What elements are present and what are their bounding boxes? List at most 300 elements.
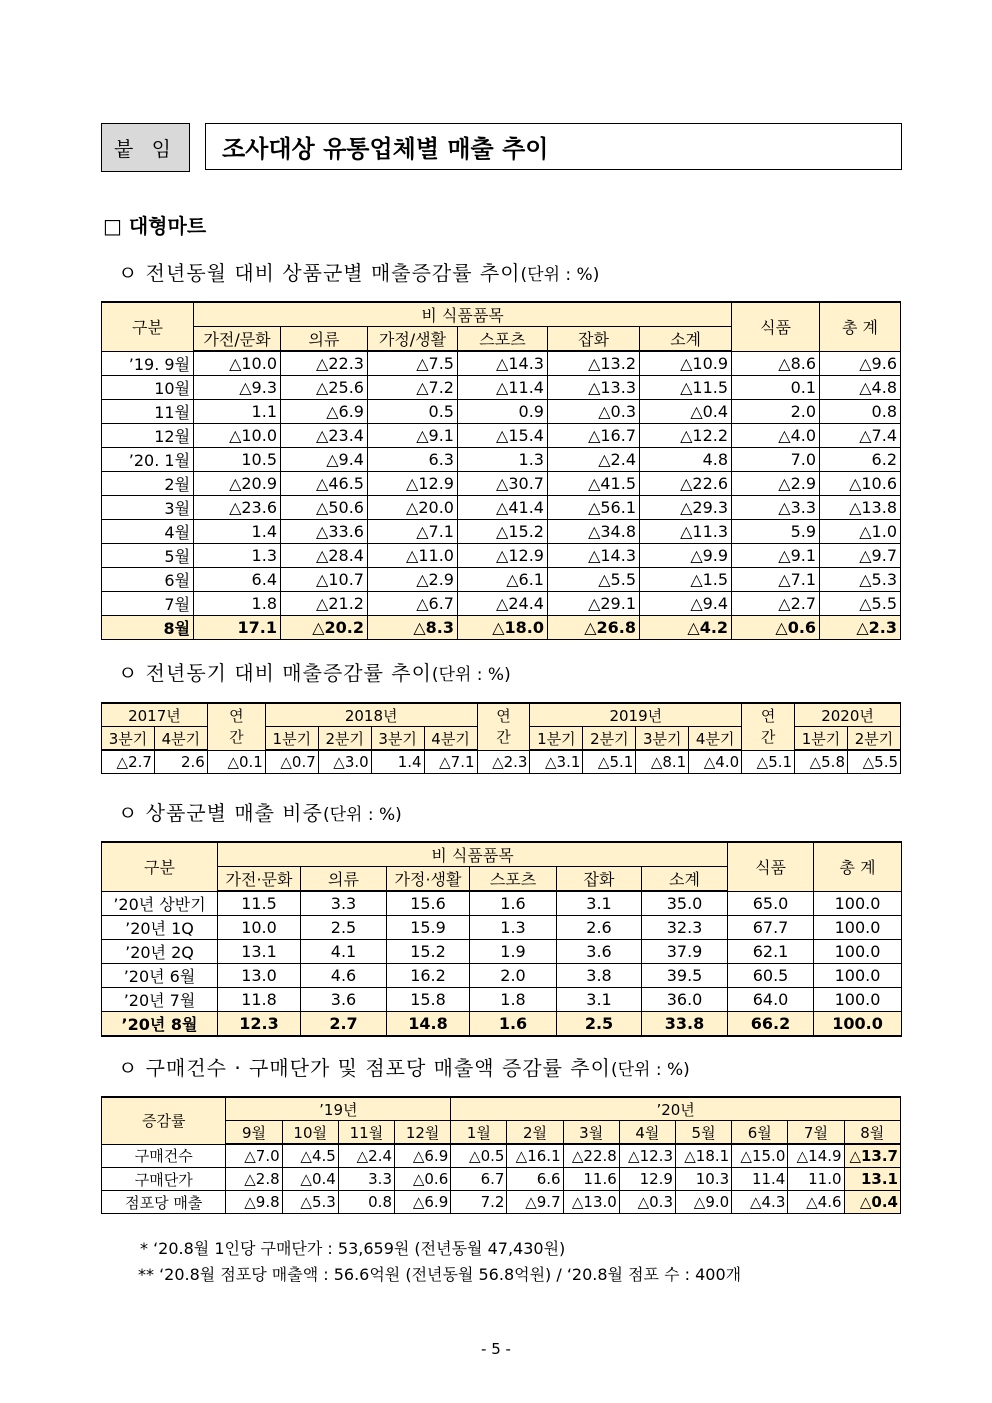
quarter-header: 1분기 — [530, 727, 583, 751]
month-header: 3월 — [563, 1121, 619, 1145]
value-cell: △13.0 — [563, 1191, 619, 1214]
col-header: 잡화 — [557, 867, 642, 892]
value-cell: 3.3 — [338, 1168, 394, 1191]
value-cell: △4.6 — [788, 1191, 844, 1214]
value-cell: △11.5 — [640, 375, 732, 399]
document-header — [101, 123, 904, 172]
value-cell: △30.7 — [457, 471, 547, 495]
value-cell: △3.0 — [318, 750, 371, 774]
value-cell: △5.3 — [282, 1191, 338, 1214]
section-title: □ 대형마트 — [103, 214, 207, 238]
value-cell: 12.3 — [218, 1011, 301, 1036]
year-2020: ’20년 — [451, 1097, 901, 1121]
table-row — [102, 519, 901, 543]
value-cell: 1.6 — [470, 1011, 557, 1036]
value-cell: 3.6 — [557, 939, 642, 963]
value-cell: 67.7 — [728, 915, 814, 939]
value-cell: 6.3 — [367, 447, 457, 471]
value-cell: △9.1 — [367, 423, 457, 447]
value-cell: △5.5 — [547, 567, 639, 591]
col-header: 소계 — [640, 327, 732, 352]
quarterly-growth-table — [101, 702, 901, 774]
value-cell: 7.0 — [732, 447, 820, 471]
month-header: 12월 — [395, 1121, 451, 1145]
value-cell: 36.0 — [642, 987, 728, 1011]
attachment-label: 붙 임 — [101, 123, 190, 172]
value-cell: 32.3 — [642, 915, 728, 939]
value-cell: △12.2 — [640, 423, 732, 447]
value-cell: 100.0 — [814, 891, 902, 915]
row-label: 6월 — [102, 567, 194, 591]
value-cell: △10.0 — [194, 351, 281, 375]
page-number: - 5 - — [481, 1340, 511, 1358]
annual-2019 — [742, 703, 795, 750]
col-header: 의류 — [281, 327, 368, 352]
value-cell: 10.0 — [218, 915, 301, 939]
row-label: 4월 — [102, 519, 194, 543]
value-cell: △2.9 — [732, 471, 820, 495]
annual-label-top: 연 — [229, 706, 244, 725]
month-header: 9월 — [226, 1121, 282, 1145]
subtitle-text: ㅇ 전년동기 대비 매출증감률 추이 — [118, 661, 432, 685]
col-header-gubun: 구분 — [102, 302, 194, 351]
value-cell: △7.1 — [732, 567, 820, 591]
table-row — [102, 375, 901, 399]
value-cell: 0.1 — [732, 375, 820, 399]
value-cell: 60.5 — [728, 963, 814, 987]
value-cell: △0.3 — [619, 1191, 675, 1214]
value-cell: △24.4 — [457, 591, 547, 615]
row-label: ’20년 1Q — [102, 915, 218, 939]
annual-2017 — [207, 703, 265, 750]
value-cell: 7.2 — [451, 1191, 507, 1214]
value-cell: △46.5 — [281, 471, 368, 495]
row-label: ’20년 6월 — [102, 963, 218, 987]
value-cell: △25.6 — [281, 375, 368, 399]
value-cell: △0.5 — [451, 1144, 507, 1168]
col-header-food: 식품 — [732, 302, 820, 351]
value-cell: △28.4 — [281, 543, 368, 567]
month-header: 1월 — [451, 1121, 507, 1145]
value-cell: △26.8 — [547, 615, 639, 639]
quarter-header: 2분기 — [847, 727, 900, 751]
table-row — [102, 987, 902, 1011]
value-cell: 3.1 — [557, 987, 642, 1011]
annual-label-top: 연 — [760, 706, 776, 725]
header-row — [102, 842, 902, 867]
value-cell: △7.5 — [367, 351, 457, 375]
table-row — [102, 915, 902, 939]
annual-label-bottom: 간 — [496, 727, 511, 746]
value-cell: △7.2 — [367, 375, 457, 399]
table-row — [102, 591, 901, 615]
value-cell: 1.4 — [194, 519, 281, 543]
value-cell: 15.2 — [387, 939, 470, 963]
row-label: 구매단가 — [102, 1168, 226, 1191]
value-cell: 4.6 — [301, 963, 387, 987]
row-label: 5월 — [102, 543, 194, 567]
unit-label: (단위 : %) — [322, 805, 402, 825]
unit-label: (단위 : %) — [431, 665, 511, 685]
quarter-header: 4분기 — [424, 727, 477, 751]
subtitle-monthly — [118, 257, 599, 286]
value-cell: △0.4 — [844, 1191, 900, 1214]
value-cell: △9.6 — [820, 351, 901, 375]
value-cell: 13.1 — [218, 939, 301, 963]
row-label: 2월 — [102, 471, 194, 495]
value-cell: △5.5 — [847, 750, 900, 774]
value-cell: △20.0 — [367, 495, 457, 519]
value-cell: 6.6 — [507, 1168, 563, 1191]
table-row — [102, 423, 901, 447]
value-cell: △29.3 — [640, 495, 732, 519]
row-label: 11월 — [102, 399, 194, 423]
row-label: ’20년 7월 — [102, 987, 218, 1011]
col-header: 의류 — [301, 867, 387, 892]
value-cell: △7.1 — [424, 750, 477, 774]
value-cell: △4.5 — [282, 1144, 338, 1168]
value-cell: 1.1 — [194, 399, 281, 423]
value-cell: △9.7 — [820, 543, 901, 567]
value-cell: △9.8 — [226, 1191, 282, 1214]
year-2020: 2020년 — [795, 703, 901, 727]
value-cell: △5.5 — [820, 591, 901, 615]
value-cell: 2.0 — [732, 399, 820, 423]
value-cell: △4.3 — [732, 1191, 788, 1214]
value-cell: △6.1 — [457, 567, 547, 591]
value-cell: △8.6 — [732, 351, 820, 375]
value-cell: 12.9 — [619, 1168, 675, 1191]
value-cell: 0.9 — [457, 399, 547, 423]
col-header-total: 총 계 — [814, 842, 902, 891]
value-cell: 3.8 — [557, 963, 642, 987]
table-row — [102, 750, 901, 774]
annual-label-bottom: 간 — [760, 727, 776, 746]
col-header: 가정/생활 — [367, 327, 457, 352]
value-cell: △15.4 — [457, 423, 547, 447]
value-cell: △3.1 — [530, 750, 583, 774]
value-cell: 0.8 — [820, 399, 901, 423]
value-cell: 11.4 — [732, 1168, 788, 1191]
col-header-nonfood: 비 식품품목 — [194, 302, 732, 327]
value-cell: △12.9 — [457, 543, 547, 567]
value-cell: 100.0 — [814, 1011, 902, 1036]
value-cell: △56.1 — [547, 495, 639, 519]
value-cell: 37.9 — [642, 939, 728, 963]
value-cell: △1.5 — [640, 567, 732, 591]
month-header: 11월 — [338, 1121, 394, 1145]
table-row — [102, 543, 901, 567]
subtitle-purchase — [118, 1052, 690, 1081]
unit-label: (단위 : %) — [520, 265, 600, 285]
value-cell: △34.8 — [547, 519, 639, 543]
value-cell: 1.8 — [194, 591, 281, 615]
month-header: 6월 — [732, 1121, 788, 1145]
value-cell: △18.0 — [457, 615, 547, 639]
value-cell: △13.8 — [820, 495, 901, 519]
value-cell: △14.9 — [788, 1144, 844, 1168]
col-header: 가전·문화 — [218, 867, 301, 892]
subtitle-text: ㅇ 구매건수 · 구매단가 및 점포당 매출액 증감률 추이 — [118, 1056, 611, 1080]
value-cell: △2.4 — [338, 1144, 394, 1168]
value-cell: 13.0 — [218, 963, 301, 987]
value-cell: △50.6 — [281, 495, 368, 519]
value-cell: △0.4 — [282, 1168, 338, 1191]
value-cell: 3.3 — [301, 891, 387, 915]
month-header: 2월 — [507, 1121, 563, 1145]
value-cell: 16.2 — [387, 963, 470, 987]
value-cell: △0.7 — [265, 750, 318, 774]
value-cell: 1.6 — [470, 891, 557, 915]
value-cell: △14.3 — [547, 543, 639, 567]
row-label: 7월 — [102, 591, 194, 615]
value-cell: △7.4 — [820, 423, 901, 447]
value-cell: △6.9 — [395, 1144, 451, 1168]
row-label: 12월 — [102, 423, 194, 447]
table-row — [102, 1168, 901, 1191]
value-cell: 35.0 — [642, 891, 728, 915]
row-label: 3월 — [102, 495, 194, 519]
table-row — [102, 495, 901, 519]
value-cell: 11.8 — [218, 987, 301, 1011]
quarter-header: 1분기 — [265, 727, 318, 751]
value-cell: △10.9 — [640, 351, 732, 375]
value-cell: △20.2 — [281, 615, 368, 639]
value-cell: 1.9 — [470, 939, 557, 963]
value-cell: △15.0 — [732, 1144, 788, 1168]
value-cell: 1.3 — [194, 543, 281, 567]
document-title: 조사대상 유통업체별 매출 추이 — [205, 123, 902, 170]
value-cell: △15.2 — [457, 519, 547, 543]
value-cell: △6.9 — [395, 1191, 451, 1214]
value-cell: 1.4 — [371, 750, 424, 774]
value-cell: 1.3 — [470, 915, 557, 939]
value-cell: △9.4 — [281, 447, 368, 471]
row-label: ’20년 8월 — [102, 1011, 218, 1036]
unit-label: (단위 : %) — [610, 1060, 690, 1080]
table-row — [102, 471, 901, 495]
value-cell: △22.6 — [640, 471, 732, 495]
table-row — [102, 615, 901, 639]
quarter-header: 2분기 — [318, 727, 371, 751]
row-label: ’19. 9월 — [102, 351, 194, 375]
value-cell: 39.5 — [642, 963, 728, 987]
value-cell: △11.3 — [640, 519, 732, 543]
value-cell: 2.0 — [470, 963, 557, 987]
value-cell: 0.8 — [338, 1191, 394, 1214]
header-row — [102, 703, 901, 727]
value-cell: △9.7 — [507, 1191, 563, 1214]
value-cell: △9.3 — [194, 375, 281, 399]
value-cell: △16.1 — [507, 1144, 563, 1168]
value-cell: △3.3 — [732, 495, 820, 519]
value-cell: 64.0 — [728, 987, 814, 1011]
table-row — [102, 1144, 901, 1168]
value-cell: △0.3 — [547, 399, 639, 423]
row-label: ’20. 1월 — [102, 447, 194, 471]
subtitle-share — [118, 797, 402, 826]
value-cell: △9.1 — [732, 543, 820, 567]
monthly-growth-table — [101, 301, 901, 640]
annual-label-bottom: 간 — [229, 727, 244, 746]
month-header: 5월 — [675, 1121, 731, 1145]
value-cell: 2.5 — [301, 915, 387, 939]
value-cell: △5.1 — [583, 750, 636, 774]
quarter-header: 3분기 — [371, 727, 424, 751]
value-cell: △4.8 — [820, 375, 901, 399]
year-2017: 2017년 — [102, 703, 208, 727]
value-cell: △9.9 — [640, 543, 732, 567]
value-cell: △7.0 — [226, 1144, 282, 1168]
value-cell: △9.4 — [640, 591, 732, 615]
value-cell: 13.1 — [844, 1168, 900, 1191]
quarter-header: 4분기 — [689, 727, 742, 751]
value-cell: △8.1 — [636, 750, 689, 774]
value-cell: 100.0 — [814, 915, 902, 939]
value-cell: 66.2 — [728, 1011, 814, 1036]
value-cell: △22.3 — [281, 351, 368, 375]
value-cell: △12.9 — [367, 471, 457, 495]
col-header: 스포츠 — [457, 327, 547, 352]
value-cell: 17.1 — [194, 615, 281, 639]
col-header-food: 식품 — [728, 842, 814, 891]
year-2019: 2019년 — [530, 703, 742, 727]
col-header: 스포츠 — [470, 867, 557, 892]
col-header: 소계 — [642, 867, 728, 892]
value-cell: 6.7 — [451, 1168, 507, 1191]
value-cell: △13.2 — [547, 351, 639, 375]
value-cell: 11.5 — [218, 891, 301, 915]
value-cell: 6.4 — [194, 567, 281, 591]
value-cell: △2.4 — [547, 447, 639, 471]
header-row — [102, 1097, 901, 1121]
value-cell: 11.6 — [563, 1168, 619, 1191]
value-cell: △8.3 — [367, 615, 457, 639]
value-cell: 2.6 — [154, 750, 207, 774]
value-cell: 1.3 — [457, 447, 547, 471]
value-cell: 15.6 — [387, 891, 470, 915]
value-cell: 6.2 — [820, 447, 901, 471]
value-cell: △10.0 — [194, 423, 281, 447]
value-cell: △5.3 — [820, 567, 901, 591]
value-cell: 4.1 — [301, 939, 387, 963]
sales-share-table — [101, 841, 902, 1037]
table-row — [102, 447, 901, 471]
value-cell: △41.5 — [547, 471, 639, 495]
value-cell: 10.3 — [675, 1168, 731, 1191]
value-cell: 100.0 — [814, 963, 902, 987]
value-cell: △4.0 — [689, 750, 742, 774]
value-cell: △13.7 — [844, 1144, 900, 1168]
value-cell: △20.9 — [194, 471, 281, 495]
value-cell: △2.7 — [102, 750, 155, 774]
value-cell: △22.8 — [563, 1144, 619, 1168]
value-cell: △0.6 — [732, 615, 820, 639]
col-header-label: 증감률 — [102, 1097, 226, 1144]
value-cell: △0.1 — [207, 750, 265, 774]
row-label: 10월 — [102, 375, 194, 399]
col-header-nonfood: 비 식품품목 — [218, 842, 728, 867]
value-cell: △7.1 — [367, 519, 457, 543]
value-cell: 2.6 — [557, 915, 642, 939]
value-cell: △33.6 — [281, 519, 368, 543]
subtitle-quarterly — [118, 657, 511, 686]
value-cell: △4.0 — [732, 423, 820, 447]
value-cell: 62.1 — [728, 939, 814, 963]
value-cell: △2.9 — [367, 567, 457, 591]
col-header-gubun: 구분 — [102, 842, 218, 891]
value-cell: △6.7 — [367, 591, 457, 615]
value-cell: 14.8 — [387, 1011, 470, 1036]
value-cell: 15.8 — [387, 987, 470, 1011]
value-cell: △12.3 — [619, 1144, 675, 1168]
value-cell: △6.9 — [281, 399, 368, 423]
value-cell: △23.4 — [281, 423, 368, 447]
purchase-growth-table — [101, 1096, 901, 1214]
value-cell: 2.7 — [301, 1011, 387, 1036]
row-label: 8월 — [102, 615, 194, 639]
value-cell: △16.7 — [547, 423, 639, 447]
quarter-header: 1분기 — [795, 727, 848, 751]
table-row — [102, 1011, 902, 1036]
year-2018: 2018년 — [265, 703, 477, 727]
value-cell: 4.8 — [640, 447, 732, 471]
row-label: 점포당 매출 — [102, 1191, 226, 1214]
value-cell: △1.0 — [820, 519, 901, 543]
value-cell: 1.8 — [470, 987, 557, 1011]
col-header: 가정·생활 — [387, 867, 470, 892]
table-row — [102, 1191, 901, 1214]
value-cell: △5.1 — [742, 750, 795, 774]
value-cell: 100.0 — [814, 939, 902, 963]
value-cell: △2.7 — [732, 591, 820, 615]
value-cell: △10.6 — [820, 471, 901, 495]
value-cell: 11.0 — [788, 1168, 844, 1191]
quarter-header: 3분기 — [102, 727, 155, 751]
value-cell: 10.5 — [194, 447, 281, 471]
table-row — [102, 963, 902, 987]
value-cell: 33.8 — [642, 1011, 728, 1036]
value-cell: △10.7 — [281, 567, 368, 591]
value-cell: △11.0 — [367, 543, 457, 567]
table-row — [102, 891, 902, 915]
value-cell: 3.1 — [557, 891, 642, 915]
annual-label-top: 연 — [496, 706, 511, 725]
table-row — [102, 939, 902, 963]
value-cell: △13.3 — [547, 375, 639, 399]
row-label: ’20년 상반기 — [102, 891, 218, 915]
quarter-header: 3분기 — [636, 727, 689, 751]
month-header: 7월 — [788, 1121, 844, 1145]
value-cell: △41.4 — [457, 495, 547, 519]
value-cell: △0.6 — [395, 1168, 451, 1191]
col-header: 가전/문화 — [194, 327, 281, 352]
value-cell: △2.8 — [226, 1168, 282, 1191]
value-cell: △2.3 — [820, 615, 901, 639]
value-cell: △4.2 — [640, 615, 732, 639]
quarter-header: 4분기 — [154, 727, 207, 751]
table-row — [102, 399, 901, 423]
value-cell: 2.5 — [557, 1011, 642, 1036]
value-cell: △11.4 — [457, 375, 547, 399]
value-cell: 65.0 — [728, 891, 814, 915]
subtitle-text: ㅇ 상품군별 매출 비중 — [118, 801, 323, 825]
value-cell: △18.1 — [675, 1144, 731, 1168]
header-row — [102, 302, 901, 327]
table-row — [102, 567, 901, 591]
value-cell: 100.0 — [814, 987, 902, 1011]
year-2019: ’19년 — [226, 1097, 451, 1121]
